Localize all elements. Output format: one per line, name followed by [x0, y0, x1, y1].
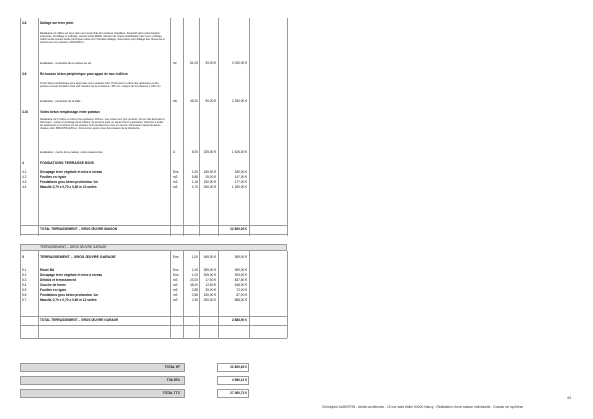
item-title: Ré-hausse béton périphérique pour appui de mur h=80cm: [40, 72, 128, 76]
section-number: 5: [22, 255, 24, 259]
row-number: 4.2: [22, 175, 27, 179]
row-label: Etude BA: [40, 268, 55, 272]
row-total: 588,00 €: [234, 298, 247, 302]
grid-line: [287, 251, 288, 338]
grid-line: [287, 18, 288, 236]
footer-text: Christophe AUBERTIN - Atelier.architectes - 15 rue saint didier 54000 Nancy - Réalisation d'une maison individuelle - Dossier de synthèse: [322, 405, 524, 409]
item-total: 2 250,00 €: [231, 99, 247, 103]
section-total-value: 2 886,00 €: [231, 318, 247, 322]
summary-label: TVA 20%: [166, 377, 180, 382]
row-qty: 4,70: [191, 185, 198, 189]
row-qty: 1,00: [191, 268, 198, 272]
row-label: Fondations gros béton profondeur 1m: [40, 180, 98, 184]
row-unit: Ens: [173, 255, 179, 259]
row-unit: m3: [173, 293, 178, 297]
item-title: Voiles béton remplissage entre poteaux: [40, 110, 100, 114]
section-title: FONDATIONS TERRASSE BOIS: [40, 161, 94, 165]
row-label: Décapage terre végétale et mise à niveau: [40, 273, 103, 277]
row-qty: 0,58: [191, 293, 198, 297]
row-qty: 1,18: [191, 180, 198, 184]
item-qty: 45,00: [190, 99, 198, 103]
row-number: 5.4: [22, 283, 27, 287]
row-unit: Ens: [173, 268, 179, 272]
summary-value: 27 360,72 €: [230, 390, 247, 395]
row-unit-price: 250,00 €: [203, 185, 216, 189]
row-label: Massifs 0,70 x 0,70 x 0,80 m 10 unités: [40, 185, 97, 189]
row-total: 177,00 €: [234, 180, 247, 184]
item-description: Réalisation de dalles sur terre plein sur l'ensemble des surfaces chauffées, dispositif selon préconisation entreprise, ferraillage et coffrage, suivant étude ZEDE, relevant de l'imperméabilisation des murs, coffrage, treillis soudé suivant étude thermique relevé sur l'interface dallage, réservation pour dallage bas. Réserves à prévoir pour les réseaux (100x100cm).: [40, 32, 165, 45]
item-location: localisation : centre de la maison, entre poteaux bois: [40, 151, 103, 154]
grid-line: [38, 18, 39, 236]
row-unit: m3: [173, 288, 178, 292]
page-number: 43: [567, 396, 571, 400]
row-number: 4.4: [22, 185, 27, 189]
item-total: 1 625,00 €: [231, 150, 247, 154]
row-number: 5.7: [22, 298, 27, 302]
row-unit: m3: [173, 180, 178, 184]
section-band-label: TERRASSEMENT – GROS ŒUVRE GARAGE: [40, 244, 107, 249]
row-total: 180,00 €: [234, 170, 247, 174]
item-number: 3.10: [22, 110, 29, 114]
section-total-label: TOTAL TERRASSEMENT – GROS ŒUVRE MAISON: [40, 227, 118, 231]
divider: [20, 234, 287, 235]
section-number: 4: [22, 161, 24, 165]
grid-line: [218, 18, 219, 236]
row-unit: m3: [173, 283, 178, 287]
row-unit-price: 305,00 €: [203, 273, 216, 277]
row-label: Massifs 0,70 x 0,70 x 0,80 m 12 unités: [40, 298, 97, 302]
item-qty: 5,00: [191, 150, 198, 154]
item-unit-price: 325,00 €: [203, 150, 216, 154]
item-location: localisation : ensemble de la surface au sol: [40, 62, 92, 65]
row-total: 147,00 €: [234, 175, 247, 179]
row-unit-price: 359,00 €: [203, 268, 216, 272]
row-total: 487,50 €: [234, 278, 247, 282]
item-unit-price: 50,00 €: [205, 99, 216, 103]
row-unit: Ens: [173, 170, 179, 174]
row-total: 1 180,00 €: [231, 185, 247, 189]
divider: [20, 338, 287, 339]
row-label: Décapage terre végétale et mise à niveau: [40, 170, 103, 174]
grid-line: [183, 18, 184, 236]
row-unit: Ens: [173, 273, 179, 277]
summary-label: TOTAL HT: [164, 364, 180, 369]
row-unit-price: 25,00 €: [205, 175, 216, 179]
row-unit: m3: [173, 298, 178, 302]
row-total: 87,00 €: [236, 293, 247, 297]
row-unit-price: 17,50 €: [205, 278, 216, 282]
row-total: 305,00 €: [234, 273, 247, 277]
row-qty: 23,00: [190, 278, 198, 282]
row-qty: 1,00: [191, 255, 198, 259]
row-unit-price: 13,50 €: [205, 283, 216, 287]
divider: [20, 325, 287, 326]
item-location: localisation : périphérie de la dalle: [40, 100, 81, 103]
item-qty: 61,00: [190, 61, 198, 65]
summary-value: 4 980,12 €: [231, 377, 247, 382]
item-description: Ouvrir béton périphérique pour appui des murs ossature bois. Profil carré ou droit des réhausses et des poutres et toute fondation côté sud. Hauteur de la ré-hausse = 80 mm. Largeur de la réhausse = 180 mm.: [40, 82, 162, 89]
row-unit-price: 180,00 €: [203, 170, 216, 174]
row-number: 5.6: [22, 293, 27, 297]
grid-line: [249, 18, 250, 236]
item-unit: m²: [173, 61, 177, 65]
row-total: 648,00 €: [234, 283, 247, 287]
row-number: 5.2: [22, 273, 27, 277]
row-number: 4.1: [22, 170, 27, 174]
row-unit: m3: [173, 185, 178, 189]
section-total-value: 22 800,00 €: [230, 227, 247, 231]
grid-line: [170, 18, 171, 236]
row-label: Fouilles en rigole: [40, 175, 67, 179]
item-number: 3.6: [22, 72, 27, 76]
divider: [20, 225, 287, 226]
row-unit-price: 25,00 €: [205, 288, 216, 292]
row-total: 369,00 €: [234, 255, 247, 259]
summary-value: 22 800,60 €: [230, 364, 247, 369]
row-qty: 5,88: [191, 175, 198, 179]
row-qty: 1,00: [191, 170, 198, 174]
summary-label: TOTAL TTC: [162, 390, 180, 395]
row-unit-price: 369,00 €: [203, 255, 216, 259]
row-qty: 2,88: [191, 288, 198, 292]
row-unit-price: 150,00 €: [203, 180, 216, 184]
row-unit: m3: [173, 278, 178, 282]
row-unit-price: 250,00 €: [203, 298, 216, 302]
item-unit: mL: [173, 99, 178, 103]
row-qty: 48,00: [190, 283, 198, 287]
row-qty: 1,00: [191, 273, 198, 277]
item-description: Réalisation de 5 voiles en béton brut épaisseur 120mm. Ces voiles sont non porteurs. Ils ont rôle décoratif et thermique : inertie et stockage de la chaleur. Ils peuvent avoir un aspect brut et granuleux. Attention à éviter les épaisseurs et coulures sur les poteaux bois pendant leur mise en oeuvre. Dimensions approximatives chaque voile: 880x2700x120mm. Intervention après pose des poteaux de la charpente.: [40, 118, 165, 131]
item-total: 2 030,00 €: [231, 61, 247, 65]
section-total-label: TOTAL TERRASSEMENT – GROS ŒUVRE GARAGE: [40, 318, 119, 322]
grid-line: [20, 18, 21, 236]
row-total: 359,00 €: [234, 268, 247, 272]
row-qty: 2,35: [191, 298, 198, 302]
grid-line: [199, 18, 200, 236]
row-label: Fouilles en rigole: [40, 288, 67, 292]
row-number: 5.3: [22, 278, 27, 282]
row-label: Fondations gros béton profondeur 1m: [40, 293, 98, 297]
row-number: 5.1: [22, 268, 27, 272]
section-title: TERRASSEMENT – GROS ŒUVRE GARAGE: [40, 255, 116, 259]
item-unit: U: [173, 150, 176, 154]
divider: [20, 316, 287, 317]
row-number: 5.5: [22, 288, 27, 292]
row-number: 4.3: [22, 180, 27, 184]
item-number: 3.6: [22, 21, 27, 25]
row-label: Déblais et terrassement: [40, 278, 76, 282]
row-total: 72,00 €: [236, 288, 247, 292]
item-title: Dallage sur terre plein: [40, 21, 74, 25]
item-unit-price: 30,00 €: [205, 61, 216, 65]
row-unit-price: 150,00 €: [203, 293, 216, 297]
row-unit: m3: [173, 175, 178, 179]
row-label: Couche de forme: [40, 283, 67, 287]
